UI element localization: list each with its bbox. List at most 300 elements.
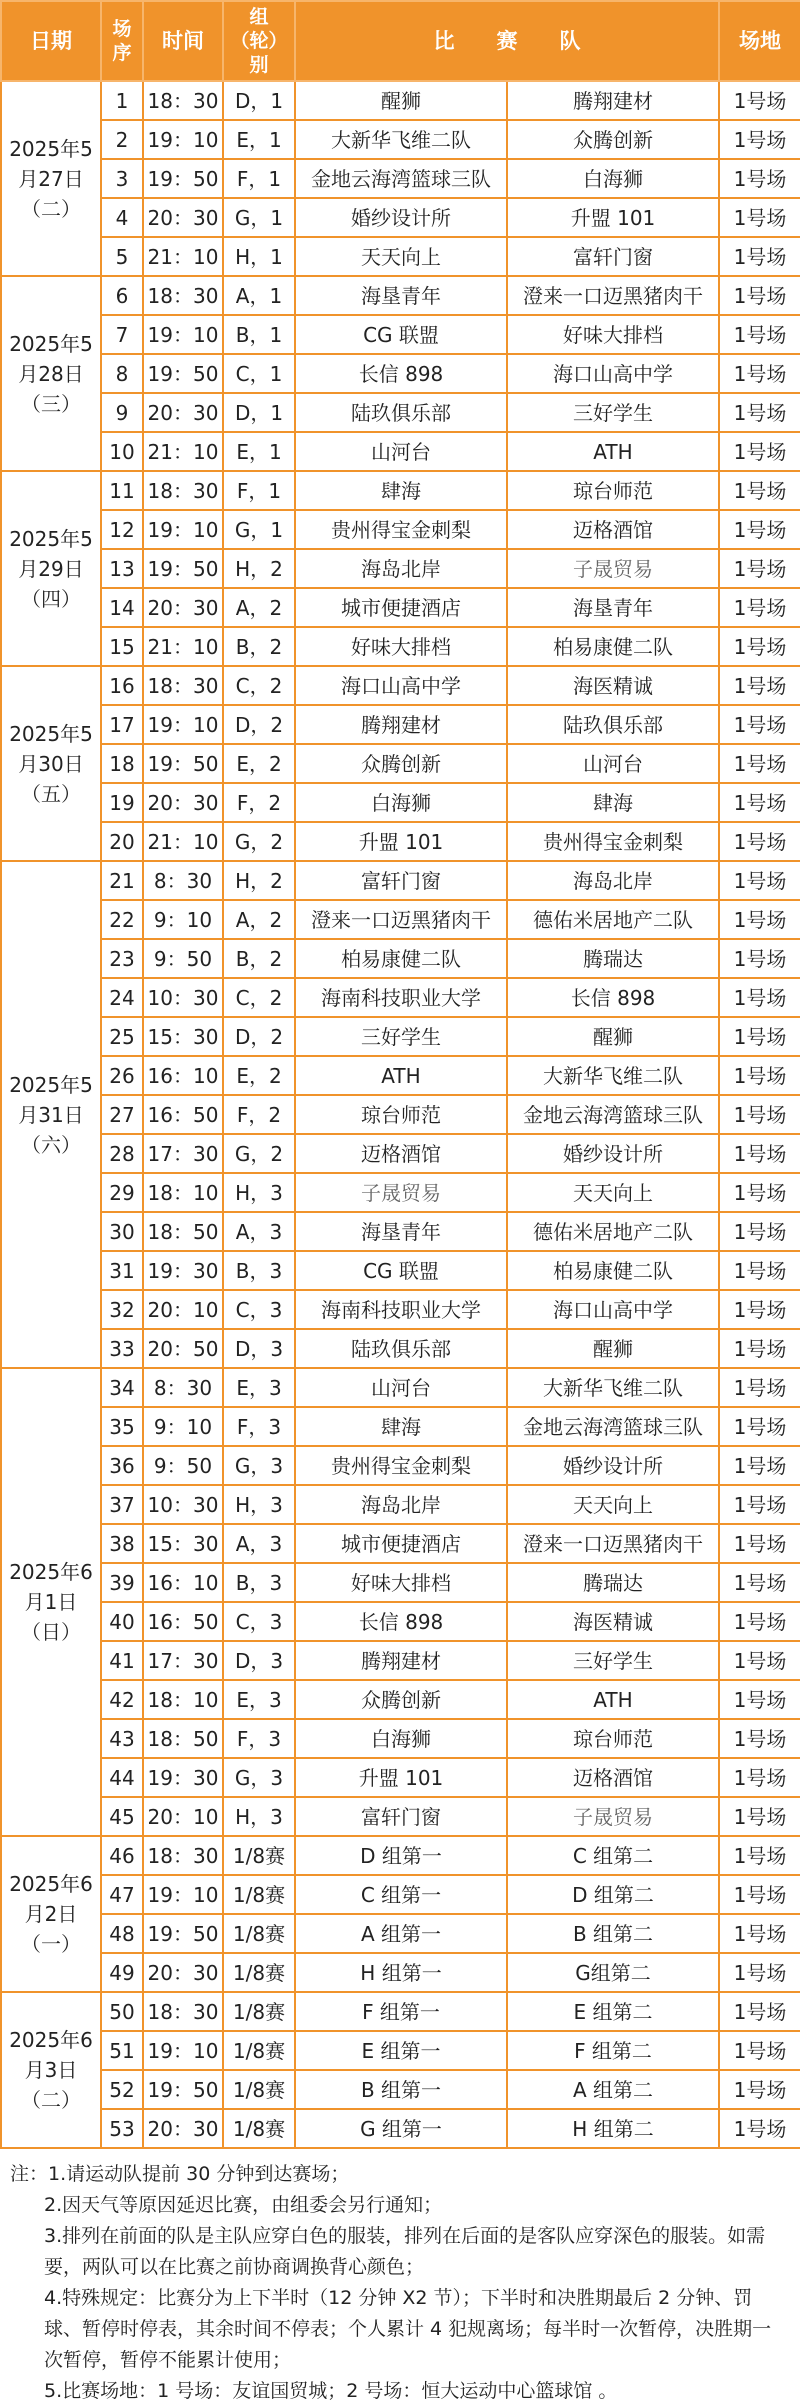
group-cell: 1/8赛 bbox=[223, 1992, 295, 2031]
time-cell: 18：30 bbox=[143, 666, 223, 705]
away-team-cell: 三好学生 bbox=[507, 393, 719, 432]
seq-cell: 5 bbox=[101, 237, 143, 276]
seq-cell: 8 bbox=[101, 354, 143, 393]
group-cell: H，3 bbox=[223, 1797, 295, 1836]
away-team-cell: 大新华飞维二队 bbox=[507, 1368, 719, 1407]
time-cell: 20：50 bbox=[143, 1329, 223, 1368]
venue-cell: 1号场 bbox=[719, 588, 800, 627]
table-row bbox=[1, 1719, 800, 1758]
time-cell: 20：30 bbox=[143, 588, 223, 627]
group-cell: G，2 bbox=[223, 1134, 295, 1173]
schedule-body bbox=[1, 81, 800, 2148]
away-team-cell: 迈格酒馆 bbox=[507, 1758, 719, 1797]
time-cell: 17：30 bbox=[143, 1641, 223, 1680]
header-seq bbox=[101, 1, 143, 81]
table-row bbox=[1, 627, 800, 666]
table-row bbox=[1, 1134, 800, 1173]
away-team-cell: F 组第二 bbox=[507, 2031, 719, 2070]
home-team-cell: 众腾创新 bbox=[295, 744, 507, 783]
away-team-cell: A 组第二 bbox=[507, 2070, 719, 2109]
table-row bbox=[1, 120, 800, 159]
time-cell: 19：10 bbox=[143, 510, 223, 549]
time-cell: 19：50 bbox=[143, 549, 223, 588]
time-cell: 19：50 bbox=[143, 159, 223, 198]
table-row bbox=[1, 1017, 800, 1056]
header-row bbox=[1, 1, 800, 81]
time-cell: 18：10 bbox=[143, 1173, 223, 1212]
table-row bbox=[1, 1992, 800, 2031]
time-cell: 16：10 bbox=[143, 1563, 223, 1602]
home-team-cell: 肆海 bbox=[295, 1407, 507, 1446]
home-team-cell: 腾翔建材 bbox=[295, 1641, 507, 1680]
time-cell: 20：30 bbox=[143, 2109, 223, 2148]
time-cell: 9：50 bbox=[143, 939, 223, 978]
venue-cell: 1号场 bbox=[719, 744, 800, 783]
group-cell: 1/8赛 bbox=[223, 2031, 295, 2070]
seq-cell: 32 bbox=[101, 1290, 143, 1329]
away-team-cell: 海口山高中学 bbox=[507, 1290, 719, 1329]
home-team-cell: 城市便捷酒店 bbox=[295, 588, 507, 627]
venue-cell: 1号场 bbox=[719, 1914, 800, 1953]
seq-cell: 35 bbox=[101, 1407, 143, 1446]
table-row bbox=[1, 1953, 800, 1992]
away-team-cell: ATH bbox=[507, 432, 719, 471]
home-team-cell: 好味大排档 bbox=[295, 1563, 507, 1602]
venue-cell: 1号场 bbox=[719, 2109, 800, 2148]
home-team-cell: 海南科技职业大学 bbox=[295, 1290, 507, 1329]
date-cell bbox=[1, 1368, 101, 1836]
seq-cell: 20 bbox=[101, 822, 143, 861]
table-row bbox=[1, 549, 800, 588]
header-group-text: 组（轮）别 bbox=[230, 6, 288, 76]
seq-cell: 45 bbox=[101, 1797, 143, 1836]
seq-cell: 11 bbox=[101, 471, 143, 510]
venue-cell: 1号场 bbox=[719, 900, 800, 939]
away-team-cell: D 组第二 bbox=[507, 1875, 719, 1914]
table-row bbox=[1, 2070, 800, 2109]
date-text: 2025年5月27日（二） bbox=[9, 136, 93, 221]
seq-cell: 40 bbox=[101, 1602, 143, 1641]
venue-cell: 1号场 bbox=[719, 315, 800, 354]
venue-cell: 1号场 bbox=[719, 159, 800, 198]
time-cell: 17：30 bbox=[143, 1134, 223, 1173]
venue-cell: 1号场 bbox=[719, 1368, 800, 1407]
away-team-cell: 富轩门窗 bbox=[507, 237, 719, 276]
seq-cell: 52 bbox=[101, 2070, 143, 2109]
time-cell: 18：10 bbox=[143, 1680, 223, 1719]
group-cell: D，1 bbox=[223, 81, 295, 120]
group-cell: A，3 bbox=[223, 1212, 295, 1251]
date-cell bbox=[1, 81, 101, 276]
group-cell: D，3 bbox=[223, 1329, 295, 1368]
venue-cell: 1号场 bbox=[719, 1095, 800, 1134]
time-cell: 19：50 bbox=[143, 1914, 223, 1953]
seq-cell: 43 bbox=[101, 1719, 143, 1758]
group-cell: B，3 bbox=[223, 1563, 295, 1602]
seq-cell: 10 bbox=[101, 432, 143, 471]
away-team-cell: 腾瑞达 bbox=[507, 939, 719, 978]
table-row bbox=[1, 471, 800, 510]
table-row bbox=[1, 1485, 800, 1524]
home-team-cell: 柏易康健二队 bbox=[295, 939, 507, 978]
group-cell: A，2 bbox=[223, 900, 295, 939]
away-team-cell: 长信 898 bbox=[507, 978, 719, 1017]
away-team-cell: 升盟 101 bbox=[507, 198, 719, 237]
time-cell: 20：30 bbox=[143, 783, 223, 822]
venue-cell: 1号场 bbox=[719, 1173, 800, 1212]
date-text: 2025年6月2日（一） bbox=[9, 1872, 93, 1956]
group-cell: B，2 bbox=[223, 939, 295, 978]
group-cell: A，1 bbox=[223, 276, 295, 315]
venue-cell: 1号场 bbox=[719, 276, 800, 315]
time-cell: 20：30 bbox=[143, 1953, 223, 1992]
home-team-cell: D 组第一 bbox=[295, 1836, 507, 1875]
home-team-cell: 白海狮 bbox=[295, 1719, 507, 1758]
group-cell: A，3 bbox=[223, 1524, 295, 1563]
group-cell: G，2 bbox=[223, 822, 295, 861]
venue-cell: 1号场 bbox=[719, 1836, 800, 1875]
venue-cell: 1号场 bbox=[719, 198, 800, 237]
home-team-cell: 澄来一口迈黑猪肉干 bbox=[295, 900, 507, 939]
seq-cell: 24 bbox=[101, 978, 143, 1017]
venue-cell: 1号场 bbox=[719, 1758, 800, 1797]
home-team-cell: A 组第一 bbox=[295, 1914, 507, 1953]
home-team-cell: 子晟贸易 bbox=[295, 1173, 507, 1212]
home-team-cell: 迈格酒馆 bbox=[295, 1134, 507, 1173]
time-cell: 10：30 bbox=[143, 1485, 223, 1524]
table-row bbox=[1, 1680, 800, 1719]
group-cell: H，3 bbox=[223, 1173, 295, 1212]
date-cell bbox=[1, 471, 101, 666]
table-row bbox=[1, 315, 800, 354]
venue-cell: 1号场 bbox=[719, 1017, 800, 1056]
away-team-cell: 贵州得宝金刺梨 bbox=[507, 822, 719, 861]
time-cell: 9：10 bbox=[143, 900, 223, 939]
table-row bbox=[1, 1602, 800, 1641]
home-team-cell: 海垦青年 bbox=[295, 276, 507, 315]
venue-cell: 1号场 bbox=[719, 1329, 800, 1368]
away-team-cell: 大新华飞维二队 bbox=[507, 1056, 719, 1095]
seq-cell: 46 bbox=[101, 1836, 143, 1875]
venue-cell: 1号场 bbox=[719, 1134, 800, 1173]
home-team-cell: G 组第一 bbox=[295, 2109, 507, 2148]
table-row bbox=[1, 1641, 800, 1680]
home-team-cell: 腾翔建材 bbox=[295, 705, 507, 744]
home-team-cell: H 组第一 bbox=[295, 1953, 507, 1992]
away-team-cell: 三好学生 bbox=[507, 1641, 719, 1680]
away-team-cell: 婚纱设计所 bbox=[507, 1134, 719, 1173]
time-cell: 18：30 bbox=[143, 81, 223, 120]
group-cell: C，2 bbox=[223, 666, 295, 705]
group-cell: G，3 bbox=[223, 1758, 295, 1797]
home-team-cell: 海口山高中学 bbox=[295, 666, 507, 705]
time-cell: 18：50 bbox=[143, 1719, 223, 1758]
venue-cell: 1号场 bbox=[719, 783, 800, 822]
seq-cell: 36 bbox=[101, 1446, 143, 1485]
header-venue: 场地 bbox=[719, 1, 800, 81]
group-cell: F，1 bbox=[223, 471, 295, 510]
group-cell: E，3 bbox=[223, 1680, 295, 1719]
away-team-cell: 海垦青年 bbox=[507, 588, 719, 627]
seq-cell: 30 bbox=[101, 1212, 143, 1251]
group-cell: A，2 bbox=[223, 588, 295, 627]
home-team-cell: 好味大排档 bbox=[295, 627, 507, 666]
home-team-cell: 长信 898 bbox=[295, 354, 507, 393]
home-team-cell: 众腾创新 bbox=[295, 1680, 507, 1719]
away-team-cell: 众腾创新 bbox=[507, 120, 719, 159]
note-3: 3.排列在前面的队是主队应穿白色的服装，排列在后面的是客队应穿深色的服装。如需要，两队可以在比赛之前协商调换背心颜色； bbox=[44, 2225, 766, 2278]
header-date: 日期 bbox=[1, 1, 101, 81]
date-cell bbox=[1, 861, 101, 1368]
venue-cell: 1号场 bbox=[719, 1524, 800, 1563]
home-team-cell: CG 联盟 bbox=[295, 315, 507, 354]
group-cell: D，2 bbox=[223, 1017, 295, 1056]
venue-cell: 1号场 bbox=[719, 1485, 800, 1524]
group-cell: C，1 bbox=[223, 354, 295, 393]
venue-cell: 1号场 bbox=[719, 822, 800, 861]
time-cell: 19：10 bbox=[143, 705, 223, 744]
seq-cell: 3 bbox=[101, 159, 143, 198]
group-cell: 1/8赛 bbox=[223, 1875, 295, 1914]
seq-cell: 12 bbox=[101, 510, 143, 549]
table-row bbox=[1, 1251, 800, 1290]
seq-cell: 21 bbox=[101, 861, 143, 900]
time-cell: 19：50 bbox=[143, 2070, 223, 2109]
venue-cell: 1号场 bbox=[719, 1992, 800, 2031]
time-cell: 19：10 bbox=[143, 1875, 223, 1914]
table-row bbox=[1, 744, 800, 783]
table-row bbox=[1, 939, 800, 978]
home-team-cell: 大新华飞维二队 bbox=[295, 120, 507, 159]
group-cell: E，2 bbox=[223, 1056, 295, 1095]
time-cell: 8：30 bbox=[143, 861, 223, 900]
time-cell: 19：30 bbox=[143, 1251, 223, 1290]
home-team-cell: 升盟 101 bbox=[295, 822, 507, 861]
away-team-cell: 子晟贸易 bbox=[507, 549, 719, 588]
venue-cell: 1号场 bbox=[719, 1290, 800, 1329]
group-cell: B，2 bbox=[223, 627, 295, 666]
seq-cell: 37 bbox=[101, 1485, 143, 1524]
date-text: 2025年5月28日（三） bbox=[9, 331, 93, 416]
time-cell: 19：50 bbox=[143, 744, 223, 783]
time-cell: 20：30 bbox=[143, 198, 223, 237]
home-team-cell: 海垦青年 bbox=[295, 1212, 507, 1251]
venue-cell: 1号场 bbox=[719, 1407, 800, 1446]
group-cell: C，3 bbox=[223, 1602, 295, 1641]
venue-cell: 1号场 bbox=[719, 861, 800, 900]
home-team-cell: ATH bbox=[295, 1056, 507, 1095]
time-cell: 16：10 bbox=[143, 1056, 223, 1095]
away-team-cell: 腾瑞达 bbox=[507, 1563, 719, 1602]
table-row bbox=[1, 237, 800, 276]
time-cell: 18：30 bbox=[143, 1992, 223, 2031]
away-team-cell: 子晟贸易 bbox=[507, 1797, 719, 1836]
seq-cell: 27 bbox=[101, 1095, 143, 1134]
date-cell bbox=[1, 666, 101, 861]
time-cell: 18：30 bbox=[143, 1836, 223, 1875]
home-team-cell: 肆海 bbox=[295, 471, 507, 510]
time-cell: 19：10 bbox=[143, 2031, 223, 2070]
group-cell: H，3 bbox=[223, 1485, 295, 1524]
time-cell: 19：10 bbox=[143, 315, 223, 354]
seq-cell: 49 bbox=[101, 1953, 143, 1992]
group-cell: 1/8赛 bbox=[223, 1953, 295, 1992]
seq-cell: 6 bbox=[101, 276, 143, 315]
venue-cell: 1号场 bbox=[719, 120, 800, 159]
group-cell: 1/8赛 bbox=[223, 1836, 295, 1875]
table-row bbox=[1, 666, 800, 705]
table-row bbox=[1, 393, 800, 432]
time-cell: 21：10 bbox=[143, 627, 223, 666]
date-cell bbox=[1, 1836, 101, 1992]
table-row bbox=[1, 1095, 800, 1134]
away-team-cell: 肆海 bbox=[507, 783, 719, 822]
table-row bbox=[1, 2031, 800, 2070]
table-row bbox=[1, 2109, 800, 2148]
notes bbox=[0, 2149, 800, 2407]
group-cell: E，1 bbox=[223, 432, 295, 471]
seq-cell: 23 bbox=[101, 939, 143, 978]
group-cell: D，3 bbox=[223, 1641, 295, 1680]
table-row bbox=[1, 1797, 800, 1836]
venue-cell: 1号场 bbox=[719, 1602, 800, 1641]
table-row bbox=[1, 198, 800, 237]
home-team-cell: 琼台师范 bbox=[295, 1095, 507, 1134]
table-row bbox=[1, 1524, 800, 1563]
seq-cell: 42 bbox=[101, 1680, 143, 1719]
time-cell: 9：50 bbox=[143, 1446, 223, 1485]
home-team-cell: 婚纱设计所 bbox=[295, 198, 507, 237]
away-team-cell: G组第二 bbox=[507, 1953, 719, 1992]
table-row bbox=[1, 1914, 800, 1953]
time-cell: 19：50 bbox=[143, 354, 223, 393]
group-cell: F，3 bbox=[223, 1407, 295, 1446]
away-team-cell: 山河台 bbox=[507, 744, 719, 783]
table-row bbox=[1, 900, 800, 939]
home-team-cell: 白海狮 bbox=[295, 783, 507, 822]
seq-cell: 18 bbox=[101, 744, 143, 783]
group-cell: H，2 bbox=[223, 549, 295, 588]
away-team-cell: 澄来一口迈黑猪肉干 bbox=[507, 1524, 719, 1563]
time-cell: 15：30 bbox=[143, 1017, 223, 1056]
home-team-cell: 金地云海湾篮球三队 bbox=[295, 159, 507, 198]
group-cell: D，1 bbox=[223, 393, 295, 432]
group-cell: E，1 bbox=[223, 120, 295, 159]
group-cell: 1/8赛 bbox=[223, 2109, 295, 2148]
seq-cell: 26 bbox=[101, 1056, 143, 1095]
time-cell: 9：10 bbox=[143, 1407, 223, 1446]
seq-cell: 1 bbox=[101, 81, 143, 120]
header-match: 比 赛 队 bbox=[295, 1, 719, 81]
group-cell: F，3 bbox=[223, 1719, 295, 1758]
seq-cell: 16 bbox=[101, 666, 143, 705]
seq-cell: 47 bbox=[101, 1875, 143, 1914]
date-text: 2025年5月31日（六） bbox=[9, 1072, 93, 1157]
away-team-cell: 醒狮 bbox=[507, 1017, 719, 1056]
away-team-cell: 德佑米居地产二队 bbox=[507, 900, 719, 939]
seq-cell: 33 bbox=[101, 1329, 143, 1368]
home-team-cell: 醒狮 bbox=[295, 81, 507, 120]
time-cell: 19：30 bbox=[143, 1758, 223, 1797]
seq-cell: 13 bbox=[101, 549, 143, 588]
group-cell: B，1 bbox=[223, 315, 295, 354]
group-cell: H，2 bbox=[223, 861, 295, 900]
seq-cell: 19 bbox=[101, 783, 143, 822]
group-cell: D，2 bbox=[223, 705, 295, 744]
venue-cell: 1号场 bbox=[719, 978, 800, 1017]
time-cell: 21：10 bbox=[143, 822, 223, 861]
time-cell: 20：10 bbox=[143, 1290, 223, 1329]
away-team-cell: E 组第二 bbox=[507, 1992, 719, 2031]
away-team-cell: B 组第二 bbox=[507, 1914, 719, 1953]
time-cell: 15：30 bbox=[143, 1524, 223, 1563]
seq-cell: 50 bbox=[101, 1992, 143, 2031]
away-team-cell: 海口山高中学 bbox=[507, 354, 719, 393]
group-cell: G，1 bbox=[223, 198, 295, 237]
time-cell: 20：30 bbox=[143, 393, 223, 432]
seq-cell: 14 bbox=[101, 588, 143, 627]
table-row bbox=[1, 1368, 800, 1407]
away-team-cell: C 组第二 bbox=[507, 1836, 719, 1875]
venue-cell: 1号场 bbox=[719, 2031, 800, 2070]
away-team-cell: 金地云海湾篮球三队 bbox=[507, 1095, 719, 1134]
note-1: 注：1.请运动队提前 30 分钟到达赛场； bbox=[10, 2163, 350, 2185]
venue-cell: 1号场 bbox=[719, 432, 800, 471]
seq-cell: 4 bbox=[101, 198, 143, 237]
header-seq-text: 场序 bbox=[112, 18, 132, 64]
time-cell: 8：30 bbox=[143, 1368, 223, 1407]
home-team-cell: 山河台 bbox=[295, 432, 507, 471]
seq-cell: 2 bbox=[101, 120, 143, 159]
home-team-cell: 海南科技职业大学 bbox=[295, 978, 507, 1017]
table-row bbox=[1, 1290, 800, 1329]
table-row bbox=[1, 1329, 800, 1368]
venue-cell: 1号场 bbox=[719, 705, 800, 744]
time-cell: 18：30 bbox=[143, 276, 223, 315]
home-team-cell: C 组第一 bbox=[295, 1875, 507, 1914]
table-row bbox=[1, 510, 800, 549]
date-cell bbox=[1, 276, 101, 471]
table-row bbox=[1, 432, 800, 471]
seq-cell: 9 bbox=[101, 393, 143, 432]
table-row bbox=[1, 1212, 800, 1251]
group-cell: E，2 bbox=[223, 744, 295, 783]
venue-cell: 1号场 bbox=[719, 627, 800, 666]
venue-cell: 1号场 bbox=[719, 1719, 800, 1758]
away-team-cell: 琼台师范 bbox=[507, 1719, 719, 1758]
venue-cell: 1号场 bbox=[719, 1953, 800, 1992]
time-cell: 16：50 bbox=[143, 1095, 223, 1134]
note-4: 4.特殊规定：比赛分为上下半时（12 分钟 X2 节）；下半时和决胜期最后 2 分钟、罚球、暂停时停表，其余时间不停表；个人累计 4 犯规离场；每半时一次暂停，决胜期一次暂停，暂停不能累计使用； bbox=[44, 2287, 772, 2371]
group-cell: C，2 bbox=[223, 978, 295, 1017]
group-cell: H，1 bbox=[223, 237, 295, 276]
table-row bbox=[1, 1056, 800, 1095]
date-cell bbox=[1, 1992, 101, 2148]
seq-cell: 34 bbox=[101, 1368, 143, 1407]
date-text: 2025年6月3日（二） bbox=[9, 2028, 93, 2112]
venue-cell: 1号场 bbox=[719, 1212, 800, 1251]
home-team-cell: 陆玖俱乐部 bbox=[295, 393, 507, 432]
venue-cell: 1号场 bbox=[719, 510, 800, 549]
away-team-cell: 好味大排档 bbox=[507, 315, 719, 354]
time-cell: 21：10 bbox=[143, 237, 223, 276]
venue-cell: 1号场 bbox=[719, 81, 800, 120]
table-row bbox=[1, 1407, 800, 1446]
venue-cell: 1号场 bbox=[719, 549, 800, 588]
home-team-cell: 三好学生 bbox=[295, 1017, 507, 1056]
away-team-cell: 金地云海湾篮球三队 bbox=[507, 1407, 719, 1446]
group-cell: F，1 bbox=[223, 159, 295, 198]
